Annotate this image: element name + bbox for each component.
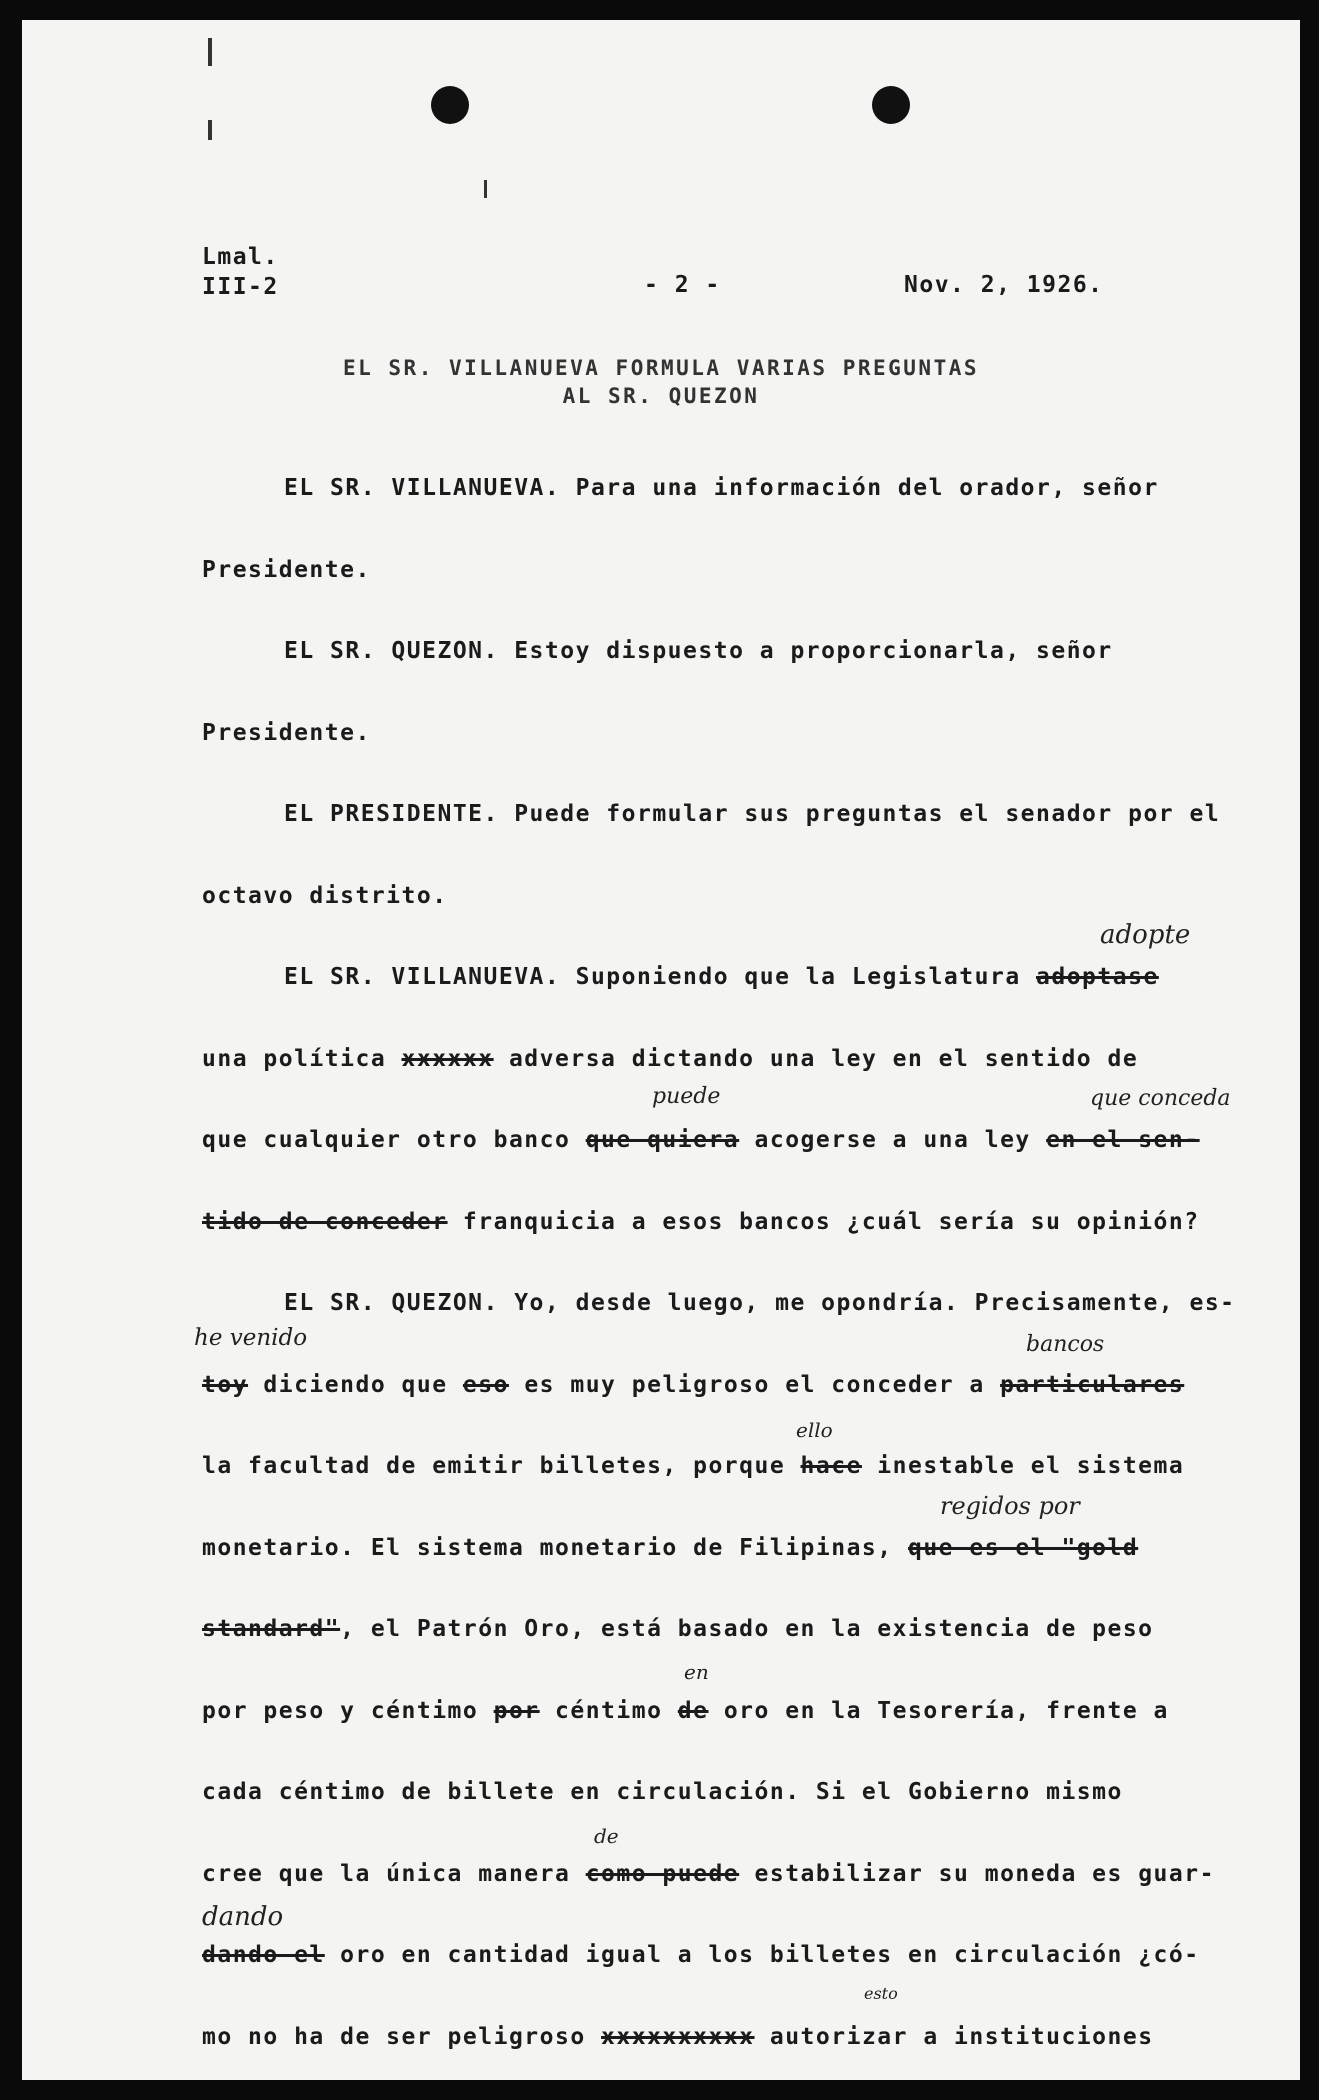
typed-line [202, 1357, 1262, 1439]
line-segment: EL PRESIDENTE. Puede formular sus preguntas el senador por el [284, 801, 1221, 827]
line-segment: oro en cantidad igual a los billetes en circulación ¿có- [324, 1942, 1200, 1968]
struck-text: tido de conceder [202, 1208, 448, 1235]
typed-line-text [202, 1854, 1215, 1894]
handwritten-puede: puede [652, 1084, 721, 1109]
line-segment: mo no ha de ser peligroso [202, 2023, 602, 2050]
scan-speck [208, 120, 212, 140]
typed-line [202, 949, 1262, 1031]
header-codes [202, 242, 279, 302]
line-segment: es muy peligroso el conceder a [508, 1371, 1001, 1398]
line-segment: adversa dictando una ley en el sentido de [493, 1045, 1139, 1072]
line-segment: céntimo [539, 1697, 678, 1724]
title-line-2: AL SR. QUEZON [562, 384, 760, 408]
typed-line-text [284, 1283, 1236, 1323]
typed-line [202, 705, 1262, 787]
handwritten-adopte: adopte [1100, 920, 1191, 950]
struck-text: por [493, 1697, 540, 1724]
handwritten-ello: ello [796, 1418, 833, 1442]
typed-line-text [202, 1120, 1200, 1160]
punch-hole-left [431, 86, 469, 124]
handwritten-en: en [684, 1660, 709, 1684]
typed-line [202, 1194, 1262, 1276]
line-segment: una política [202, 1045, 402, 1072]
typed-line-text [202, 1609, 1154, 1649]
typed-line-text [202, 2017, 1154, 2057]
line-segment: cree que la única manera [202, 1860, 586, 1887]
line-segment: EL SR. QUEZON. Estoy dispuesto a proporcionarla, señor [284, 638, 1113, 664]
title-line-1: EL SR. VILLANUEVA FORMULA VARIAS PREGUNTAS [342, 356, 979, 380]
struck-text: adoptase [1036, 964, 1159, 990]
struck-text: xxxxxxxxxx [601, 2023, 755, 2050]
handwritten-esto: esto [864, 1984, 898, 2003]
struck-text: particulares [1000, 1371, 1185, 1398]
line-segment: por peso y céntimo [202, 1697, 494, 1724]
line-segment: EL SR. VILLANUEVA. Suponiendo que la Legislatura [284, 964, 1037, 990]
typed-line [202, 1846, 1262, 1928]
typed-line-text [284, 794, 1220, 834]
line-segment: acogerse a una ley [739, 1127, 1047, 1153]
typed-line-text [202, 1202, 1200, 1242]
handwritten-de: de [594, 1824, 619, 1848]
typed-line-text [202, 876, 448, 916]
typed-line-text [202, 1935, 1200, 1975]
page-number: - 2 - [644, 272, 721, 298]
typed-line-text [202, 1365, 1184, 1405]
struck-text: xxxxxx [401, 1045, 494, 1072]
handwritten-que-conceda: que conceda [1090, 1086, 1231, 1111]
handwritten-he-venido: he venido [194, 1325, 308, 1351]
header-code-1: Lmal. [202, 244, 279, 270]
typed-line-text [202, 550, 371, 590]
typed-line [202, 1112, 1262, 1194]
typed-line [202, 542, 1262, 624]
typed-line [202, 1927, 1262, 2009]
struck-text: dando el [202, 1942, 325, 1968]
typed-line [202, 1438, 1262, 1520]
struck-text: eso [462, 1371, 509, 1398]
line-segment: oro en la Tesorería, frente a [708, 1697, 1169, 1724]
line-segment: EL SR. VILLANUEVA. Para una información del orador, señor [284, 475, 1159, 501]
line-segment: cada céntimo de billete en circulación. Si el Gobierno mismo [202, 1779, 1123, 1805]
typed-line [202, 2009, 1262, 2091]
typed-line [202, 1520, 1262, 1602]
struck-text: toy [202, 1371, 249, 1398]
struck-text: hace [800, 1453, 862, 1479]
punch-hole-right [872, 86, 910, 124]
line-segment: , el Patrón Oro, está basado en la existencia de peso [340, 1616, 1154, 1642]
typed-line-text [202, 1691, 1169, 1731]
typed-line-text [202, 1446, 1184, 1486]
typed-line-text [284, 957, 1159, 997]
scan-speck [208, 38, 212, 66]
line-segment: octavo distrito. [202, 882, 448, 909]
handwritten-regidos-por: regidos por [940, 1492, 1080, 1520]
document-page [22, 20, 1300, 2080]
line-segment: estabilizar su moneda es guar- [739, 1860, 1215, 1887]
typed-line-text [284, 631, 1113, 671]
header-code-2: III-2 [202, 274, 279, 300]
typed-line-text [202, 713, 371, 753]
typed-line-text [202, 1772, 1123, 1812]
line-segment: diciendo que [248, 1371, 463, 1398]
scan-speck [484, 180, 487, 198]
typed-line [202, 1683, 1262, 1765]
struck-text: que quiera [585, 1127, 740, 1153]
typed-line [202, 1764, 1262, 1846]
handwritten-dando: dando [202, 1902, 284, 1932]
typed-line-text [284, 468, 1159, 508]
typed-line-text [202, 1528, 1138, 1568]
document-body [202, 460, 1262, 2090]
line-segment: EL SR. QUEZON. Yo, desde luego, me opondría. Precisamente, es- [284, 1290, 1236, 1316]
typed-line [202, 460, 1262, 542]
document-date: Nov. 2, 1926. [904, 272, 1104, 298]
typed-line-text [202, 1039, 1138, 1079]
struck-text: que es el "gold [907, 1534, 1139, 1561]
line-segment: franquicia a esos bancos ¿cuál sería su opinión? [447, 1208, 1200, 1235]
line-segment: autorizar a instituciones [754, 2023, 1154, 2050]
line-segment: monetario. El sistema monetario de Filipinas, [202, 1534, 908, 1561]
line-segment: Presidente. [202, 556, 371, 583]
typed-line [202, 786, 1262, 868]
line-segment: Presidente. [202, 719, 371, 746]
line-segment: que cualquier otro banco [202, 1127, 586, 1153]
struck-text: como puede [585, 1860, 740, 1887]
struck-text: standard" [202, 1616, 341, 1642]
handwritten-bancos: bancos [1026, 1332, 1105, 1357]
typed-line [202, 623, 1262, 705]
line-segment: inestable el sistema [861, 1453, 1185, 1479]
typed-line [202, 1601, 1262, 1683]
struck-text: de [677, 1697, 709, 1724]
struck-text: en el sen- [1046, 1127, 1200, 1153]
line-segment: la facultad de emitir billetes, porque [202, 1453, 801, 1479]
